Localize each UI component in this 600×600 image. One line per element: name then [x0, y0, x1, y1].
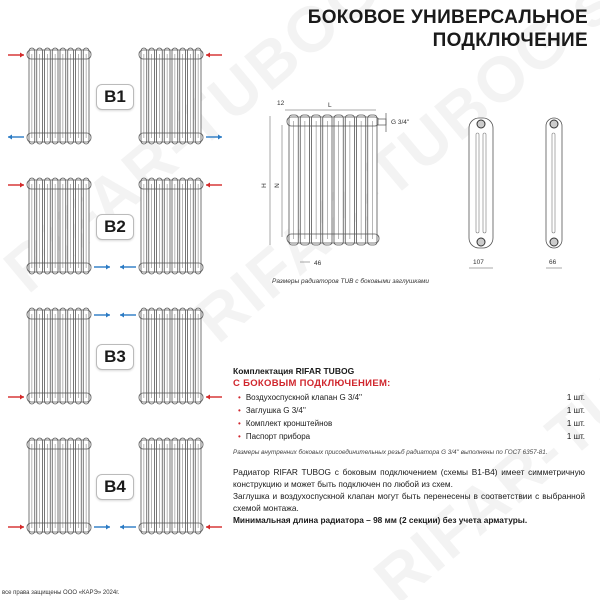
drawing-caption: Размеры радиаторов TUB с боковыми заглушками	[272, 278, 430, 285]
supply-arrow-icon	[8, 395, 24, 400]
kit-item-name	[238, 393, 362, 402]
dim-axis: N	[273, 183, 281, 188]
scheme-label-b4: B4	[96, 474, 134, 500]
supply-arrow-icon	[206, 183, 222, 188]
return-arrow-icon	[120, 313, 136, 318]
return-arrow-icon	[94, 313, 110, 318]
description-p1: Радиатор RIFAR TUBOG с боковым подключением (схемы B1-B4) имеет симметричную конструкцию и может быть подключен по любой из схем.	[233, 467, 585, 489]
supply-arrow-icon	[8, 525, 24, 530]
radiator	[139, 438, 203, 534]
return-arrow-icon	[94, 525, 110, 530]
dim-depth-side: 66	[549, 259, 557, 266]
description-p2: Заглушка и воздухоспускной клапан могут быть перенесены в соответствии с выбранной схемой монтажа.	[233, 491, 585, 513]
kit-item-qty: 1 шт.	[566, 393, 585, 402]
radiator	[139, 48, 203, 144]
kit-item	[233, 406, 585, 415]
dim-pitch: 46	[314, 260, 322, 267]
bullet-icon: •	[238, 432, 241, 441]
supply-arrow-icon	[206, 525, 222, 530]
kit-item-label: Паспорт прибора	[245, 432, 311, 441]
kit-item-name	[238, 419, 332, 428]
bullet-icon: •	[238, 406, 241, 415]
scheme-label-b2: B2	[96, 214, 134, 240]
return-arrow-icon	[206, 135, 222, 140]
return-arrow-icon	[120, 265, 136, 270]
copyright: все права защищены ООО «КАРЭ» 2024г.	[2, 590, 120, 596]
title-line: БОКОВОЕ УНИВЕРСАЛЬНОЕ	[307, 7, 588, 28]
scheme-label-b1: B1	[96, 84, 134, 110]
radiator	[27, 308, 91, 404]
dim-depth-front: 107	[473, 259, 484, 266]
kit-note: Размеры внутренних боковых присоединительных резьб радиатора G 3/4'' выполнены по ГОСТ 6357-81.	[233, 449, 548, 456]
radiator	[27, 178, 91, 274]
kit-item	[233, 419, 585, 428]
kit-item	[233, 393, 585, 402]
kit-item-qty: 1 шт.	[566, 419, 585, 428]
kit-item	[233, 432, 585, 441]
supply-arrow-icon	[206, 395, 222, 400]
radiator	[139, 178, 203, 274]
kit-item-name	[238, 406, 306, 415]
description-p3: Минимальная длина радиатора – 98 мм (2 секции) без учета арматуры.	[233, 515, 528, 525]
kit-item-name	[238, 432, 310, 441]
kit-item-qty: 1 шт.	[566, 432, 585, 441]
kit-item-qty: 1 шт.	[566, 406, 585, 415]
dim-offset: 12	[277, 100, 285, 107]
radiator	[27, 48, 91, 144]
return-arrow-icon	[94, 265, 110, 270]
radiator	[139, 308, 203, 404]
bullet-icon: •	[238, 419, 241, 428]
title-line: ПОДКЛЮЧЕНИЕ	[432, 30, 588, 51]
dim-thread: G 3/4''	[391, 119, 410, 126]
return-arrow-icon	[120, 525, 136, 530]
kit-item-label: Воздухоспускной клапан G 3/4''	[245, 393, 363, 402]
kit-item-label: Комплект кронштейнов	[245, 419, 333, 428]
kit-subheading: С БОКОВЫМ ПОДКЛЮЧЕНИЕМ:	[233, 378, 391, 389]
bullet-icon: •	[238, 393, 241, 402]
kit-section	[233, 366, 585, 456]
dim-length: L	[328, 102, 332, 109]
supply-arrow-icon	[8, 183, 24, 188]
radiator	[27, 438, 91, 534]
scheme-label-b3: B3	[96, 344, 134, 370]
return-arrow-icon	[8, 135, 24, 140]
kit-heading: Комплектация RIFAR TUBOG	[233, 366, 355, 376]
supply-arrow-icon	[8, 53, 24, 58]
supply-arrow-icon	[206, 53, 222, 58]
dim-height: H	[260, 183, 268, 188]
kit-item-label: Заглушка G 3/4''	[245, 406, 306, 415]
description	[233, 466, 585, 526]
